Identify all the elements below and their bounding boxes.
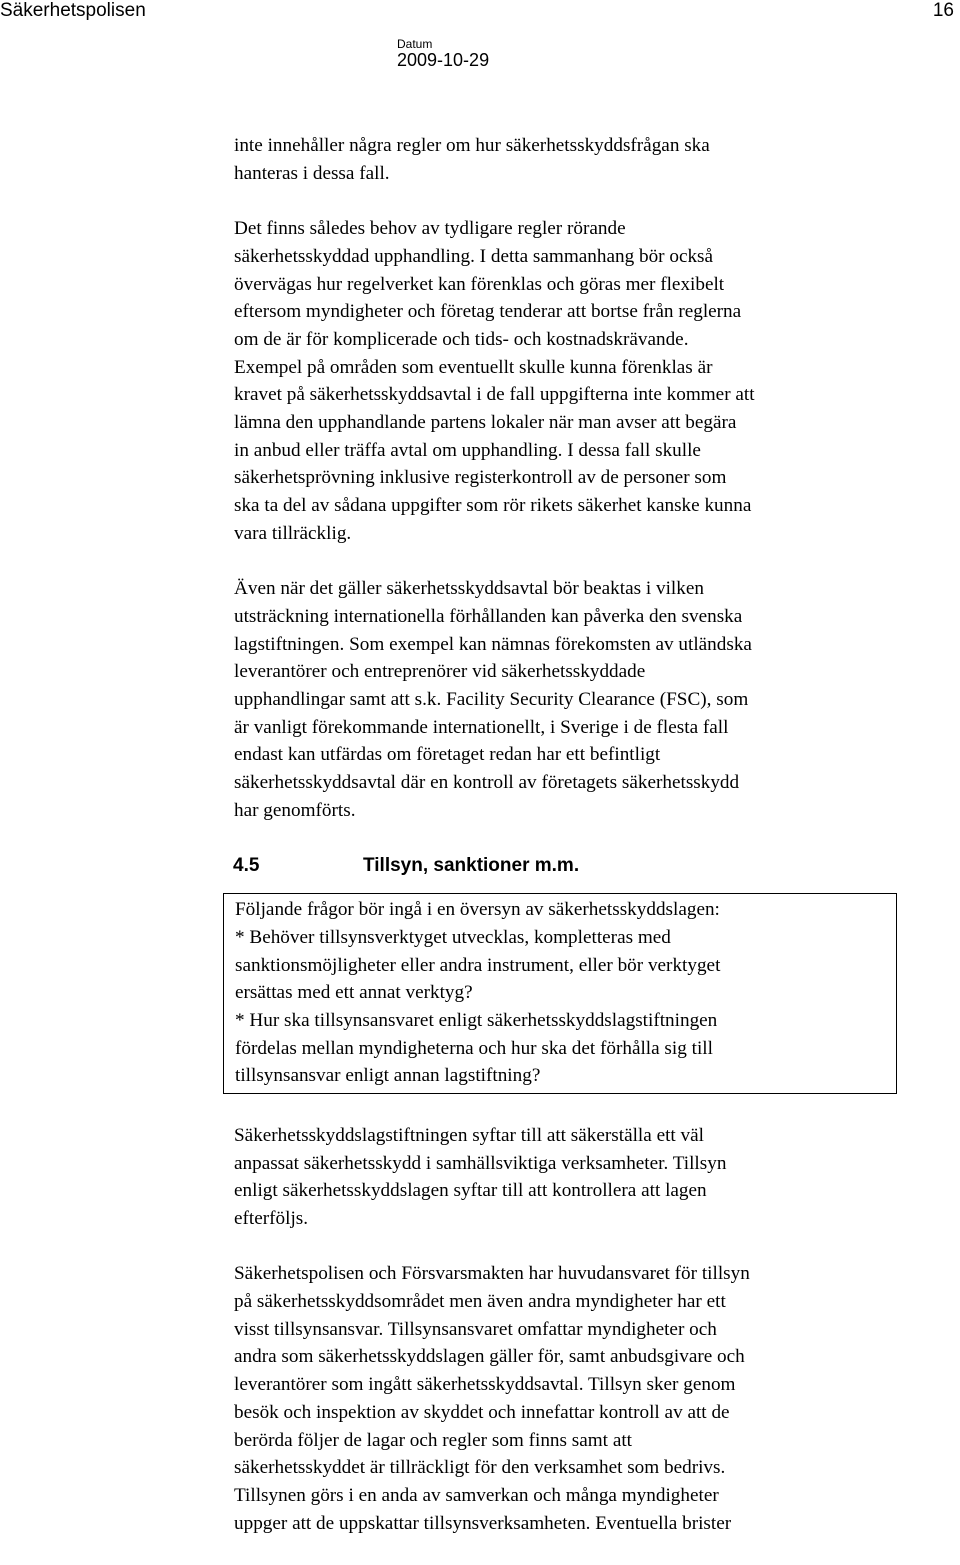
text-line: lämna den upphandlande partens lokaler när man avser att begära xyxy=(234,412,737,434)
text-line: om de är för komplicerade och tids- och kostnadskrävande. xyxy=(234,328,689,350)
text-line: sanktionsmöjligheter eller andra instrument, eller bör verktyget xyxy=(235,954,721,976)
text-line: Exempel på områden som eventuellt skulle kunna förenklas är xyxy=(234,356,713,378)
text-line: hanteras i dessa fall. xyxy=(234,162,390,184)
text-line: anpassat säkerhetsskydd i samhällsviktiga verksamheter. Tillsyn xyxy=(234,1152,727,1174)
text-line: på säkerhetsskyddsområdet men även andra myndigheter har ett xyxy=(234,1291,726,1313)
text-line: Säkerhetspolisen och Försvarsmakten har huvudansvaret för tillsyn xyxy=(234,1263,750,1285)
text-line: in anbud eller träffa avtal om upphandling. I dessa fall skulle xyxy=(234,439,701,461)
text-line: tillsynsansvar enligt annan lagstiftning? xyxy=(235,1065,541,1087)
section-number: 4.5 xyxy=(233,855,260,877)
paragraph-5 xyxy=(234,1260,914,1537)
text-line: säkerhetsskyddsavtal där en kontroll av företagets säkerhetsskydd xyxy=(234,772,740,794)
text-line: övervägas hur regelverket kan förenklas och göras mer flexibelt xyxy=(234,273,725,295)
text-line: Säkerhetsskyddslagstiftningen syftar till att säkerställa ett väl xyxy=(234,1124,704,1146)
text-line: är vanligt förekommande internationellt, i Sverige i de flesta fall xyxy=(234,716,729,738)
text-line: Även när det gäller säkerhetsskyddsavtal bör beaktas i vilken xyxy=(234,578,704,600)
text-line: uppger att de uppskattar tillsynsverksamheten. Eventuella brister xyxy=(234,1512,732,1534)
text-line: visst tillsynsansvar. Tillsynsansvaret omfattar myndigheter och xyxy=(234,1318,717,1340)
page-number: 16 xyxy=(932,0,954,21)
text-line: inte innehåller några regler om hur säkerhetsskyddsfrågan ska xyxy=(234,135,710,156)
text-line: * Behöver tillsynsverktyget utvecklas, kompletteras med xyxy=(235,926,671,948)
text-line: Följande frågor bör ingå i en översyn av säkerhetsskyddslagen: xyxy=(235,899,720,921)
text-line: kravet på säkerhetsskyddsavtal i de fall uppgifterna inte kommer att xyxy=(234,384,755,406)
text-line: ersättas med ett annat verktyg? xyxy=(235,982,473,1004)
text-line: lagstiftningen. Som exempel kan nämnas förekomsten av utländska xyxy=(234,633,752,655)
text-line: säkerhetsskyddad upphandling. I detta sammanhang bör också xyxy=(234,245,714,267)
document-body xyxy=(234,132,914,1565)
text-line: leverantörer och entreprenörer vid säkerhetsskyddade xyxy=(234,661,646,683)
text-line: säkerhetsprövning inklusive registerkontroll av de personer som xyxy=(234,467,727,489)
text-line: enligt säkerhetsskyddslagen syftar till att kontrollera att lagen xyxy=(234,1180,707,1202)
paragraph-1 xyxy=(234,132,914,187)
text-line: har genomförts. xyxy=(234,799,356,821)
text-line: eftersom myndigheter och företag tenderar att bortse från reglerna xyxy=(234,301,742,323)
text-line: fördelas mellan myndigheterna och hur ska det förhålla sig till xyxy=(235,1037,713,1059)
text-line: * Hur ska tillsynsansvaret enligt säkerhetsskyddslagstiftningen xyxy=(235,1010,718,1032)
text-line: leverantörer som ingått säkerhetsskyddsavtal. Tillsyn sker genom xyxy=(234,1374,736,1396)
section-title: Tillsyn, sanktioner m.m. xyxy=(363,855,580,877)
text-line: endast kan utfärdas om företaget redan har ett befintligt xyxy=(234,744,661,766)
text-line: vara tillräcklig. xyxy=(234,522,352,544)
section-heading xyxy=(234,852,914,880)
text-line: besök och inspektion av skyddet och innefattar kontroll av att de xyxy=(234,1401,730,1423)
text-line: efterföljs. xyxy=(234,1207,309,1229)
header-organization: Säkerhetspolisen xyxy=(0,0,146,21)
text-line: Det finns således behov av tydligare regler rörande xyxy=(234,218,626,240)
date-label: Datum xyxy=(397,37,433,51)
text-line: upphandlingar samt att s.k. Facility Security Clearance (FSC), som xyxy=(234,689,749,711)
text-line: andra som säkerhetsskyddslagen gäller för, samt anbudsgivare och xyxy=(234,1346,745,1368)
text-line: utsträckning internationella förhållanden kan påverka den svenska xyxy=(234,605,743,627)
paragraph-2 xyxy=(234,215,914,547)
text-line: Tillsynen görs i en anda av samverkan och många myndigheter xyxy=(234,1484,719,1506)
text-line: säkerhetsskyddet är tillräckligt för den verksamhet som bedrivs. xyxy=(234,1457,726,1479)
questions-box xyxy=(223,893,897,1094)
paragraph-3 xyxy=(234,575,914,824)
date-value: 2009-10-29 xyxy=(397,50,490,70)
text-line: ska ta del av sådana uppgifter som rör rikets säkerhet kanske kunna xyxy=(234,495,752,517)
paragraph-4 xyxy=(234,1122,914,1233)
text-line: berörda följer de lagar och regler som finns samt att xyxy=(234,1429,632,1451)
